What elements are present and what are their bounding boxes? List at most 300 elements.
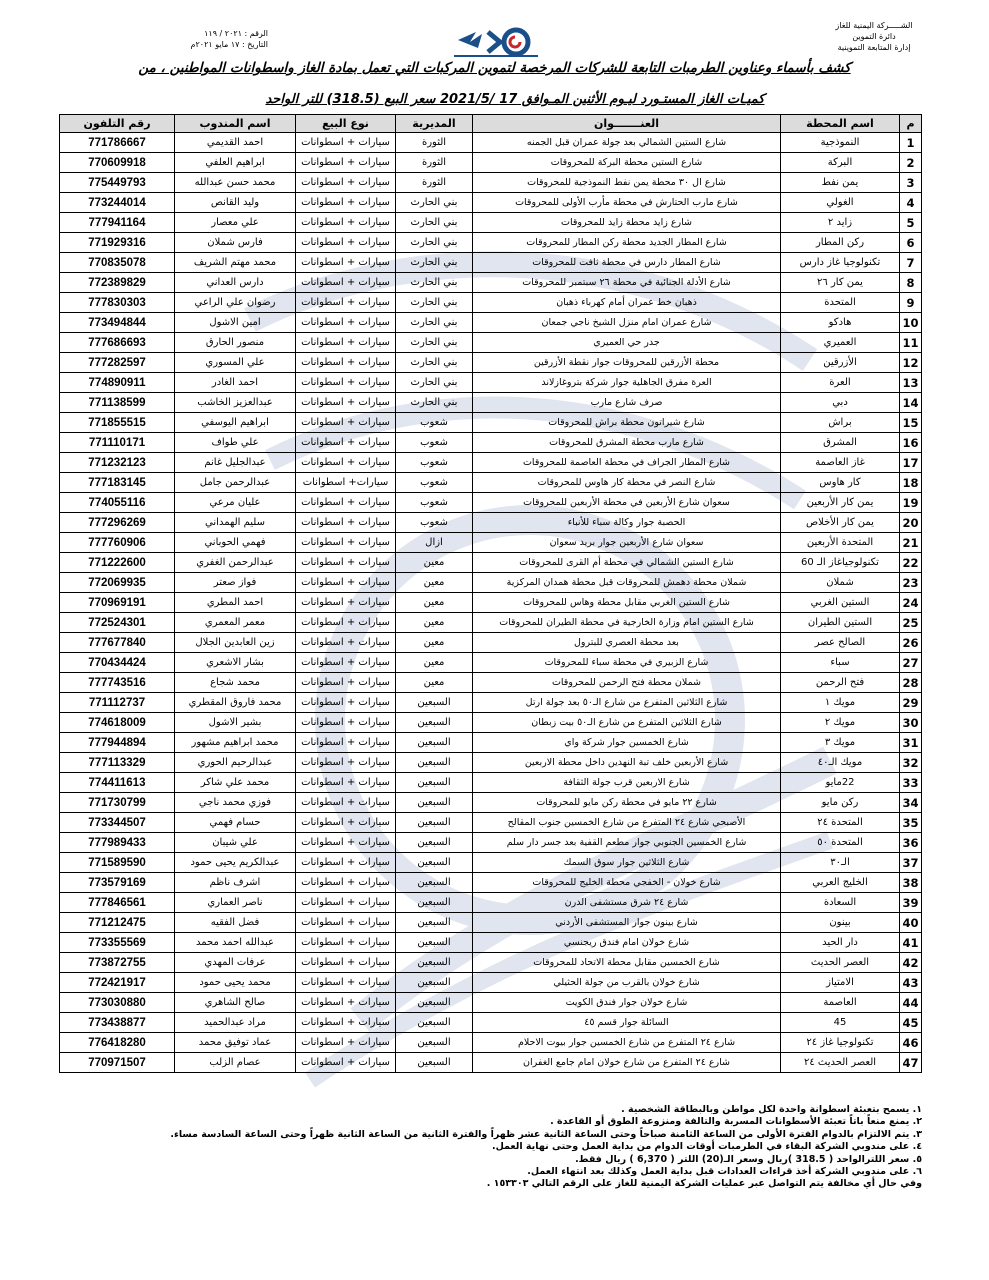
phone-number: 777743516: [60, 673, 175, 693]
station-address: شارع بينون جوار المستشفى الأردني: [473, 913, 781, 933]
reference-date: التاريخ : ١٧ مايو ٢٠٢١م: [190, 40, 268, 49]
district: السبعين: [396, 853, 473, 873]
representative-name: زين العابدين الجلال: [175, 633, 296, 653]
reference-number: الرقم : ٢٠٢١ / ١١٩: [204, 29, 268, 38]
representative-name: محمد شجاع: [175, 673, 296, 693]
station-name: مويك ٣: [781, 733, 900, 753]
phone-number: 771929316: [60, 233, 175, 253]
row-number: 28: [900, 673, 922, 693]
sale-type: سيارات + اسطوانات: [296, 513, 396, 533]
station-address: شارع الستين امام وزارة الخارجية في محطة الطيران للمحروقات: [473, 613, 781, 633]
station-address: شارع الستين محطة البركة للمحروقات: [473, 153, 781, 173]
station-name: شملان: [781, 573, 900, 593]
row-number: 22: [900, 553, 922, 573]
row-number: 13: [900, 373, 922, 393]
row-number: 42: [900, 953, 922, 973]
note-item: ٤. على مندوبي الشركة البقاء في الطرمبات أوقات الدوام من بداية العمل وحتى نهاية العمل.: [491, 1141, 922, 1153]
representative-name: ناصر العماري: [175, 893, 296, 913]
table-row: [60, 713, 922, 733]
phone-number: 773344507: [60, 813, 175, 833]
sale-type: سيارات + اسطوانات: [296, 1033, 396, 1053]
representative-name: صالح الشاهري: [175, 993, 296, 1013]
station-name: كار هاوس: [781, 473, 900, 493]
district: الثورة: [396, 133, 473, 153]
phone-number: 771222600: [60, 553, 175, 573]
representative-name: محمد علي شاكر: [175, 773, 296, 793]
station-address: جدر حي العميري: [473, 333, 781, 353]
sale-type: سيارات + اسطوانات: [296, 313, 396, 333]
station-address: شارع الثلاثين المتفرع من شارع الـ٥٠ بعد جولة ارتل: [473, 693, 781, 713]
district: السبعين: [396, 913, 473, 933]
phone-number: 771138599: [60, 393, 175, 413]
sale-type: سيارات + اسطوانات: [296, 713, 396, 733]
representative-name: اشرف ناظم: [175, 873, 296, 893]
row-number: 41: [900, 933, 922, 953]
row-number: 34: [900, 793, 922, 813]
representative-name: بشار الاشعري: [175, 653, 296, 673]
sale-type: سيارات + اسطوانات: [296, 733, 396, 753]
phone-number: 771589590: [60, 853, 175, 873]
station-address: الحصبة جوار وكالة سباء للأنباء: [473, 513, 781, 533]
table-row: [60, 433, 922, 453]
station-name: العاصمة: [781, 993, 900, 1013]
representative-name: وليد القانص: [175, 193, 296, 213]
district: شعوب: [396, 513, 473, 533]
sale-type: سيارات + اسطوانات: [296, 293, 396, 313]
row-number: 12: [900, 353, 922, 373]
table-row: [60, 613, 922, 633]
station-name: تكنولوجياغاز الـ 60: [781, 553, 900, 573]
phone-number: 771110171: [60, 433, 175, 453]
station-name: البركة: [781, 153, 900, 173]
table-row: [60, 773, 922, 793]
station-address: شارع الستين الغربي مقابل محطة وهاس للمحروقات: [473, 593, 781, 613]
station-name: يمن كار ٢٦: [781, 273, 900, 293]
note-item: ٢. يمنع منعاً باتاً تعبئة الأسطوانات المسربة والتالفة ومنزوعة الطوق أو القاعدة .: [550, 1116, 922, 1128]
district: بني الحارث: [396, 193, 473, 213]
station-address: شارع المطار الجراف في محطة العاصمة للمحروقات: [473, 453, 781, 473]
sale-type: سيارات + اسطوانات: [296, 973, 396, 993]
sale-type: سيارات + اسطوانات: [296, 533, 396, 553]
representative-name: عبدالجليل غانم: [175, 453, 296, 473]
station-name: النموذجية: [781, 133, 900, 153]
row-number: 33: [900, 773, 922, 793]
district: السبعين: [396, 973, 473, 993]
district: معين: [396, 593, 473, 613]
sale-type: سيارات + اسطوانات: [296, 633, 396, 653]
sale-type: سيارات + اسطوانات: [296, 893, 396, 913]
station-name: المتحدة الأربعين: [781, 533, 900, 553]
district: معين: [396, 633, 473, 653]
station-name: تكنولوجيا غاز دارس: [781, 253, 900, 273]
station-name: 22مايو: [781, 773, 900, 793]
row-number: 24: [900, 593, 922, 613]
phone-number: 774411613: [60, 773, 175, 793]
sale-type: سيارات + اسطوانات: [296, 753, 396, 773]
representative-name: محمد حسن عبدالله: [175, 173, 296, 193]
table-header-row: [60, 115, 922, 133]
phone-number: 773438877: [60, 1013, 175, 1033]
station-address: شارع خولان امام فندق ريجنسي: [473, 933, 781, 953]
district: السبعين: [396, 753, 473, 773]
table-row: [60, 1053, 922, 1073]
sale-type: سيارات + اسطوانات: [296, 593, 396, 613]
row-number: 6: [900, 233, 922, 253]
row-number: 16: [900, 433, 922, 453]
phone-number: 774055116: [60, 493, 175, 513]
note-item: وفي حال أي مخالفة يتم التواصل عبر عمليات الشركة اليمنية للغاز على الرقم التالي ١٥٣٣٠٣ .: [486, 1178, 922, 1190]
row-number: 30: [900, 713, 922, 733]
document-header: [0, 0, 989, 60]
district: السبعين: [396, 833, 473, 853]
representative-name: فواز صعتر: [175, 573, 296, 593]
representative-name: عرفات المهدي: [175, 953, 296, 973]
column-header: المديرية: [396, 115, 473, 133]
sale-type: سيارات + اسطوانات: [296, 873, 396, 893]
representative-name: عبدالله احمد محمد: [175, 933, 296, 953]
notes-section: [90, 1104, 922, 1191]
station-name: الصالح عصر: [781, 633, 900, 653]
phone-number: 777846561: [60, 893, 175, 913]
row-number: 46: [900, 1033, 922, 1053]
phone-number: 770971507: [60, 1053, 175, 1073]
table-row: [60, 133, 922, 153]
note-item: ٥. سعر اللترالواحد ( 318.5 )ريال وسعر الـ(20) اللتر ( 6,370 ) ريال فقط.: [575, 1153, 922, 1165]
station-name: براش: [781, 413, 900, 433]
station-name: العرة: [781, 373, 900, 393]
district: بني الحارث: [396, 273, 473, 293]
column-header: اسم المحطة: [781, 115, 900, 133]
table-row: [60, 193, 922, 213]
representative-name: منصور الحارق: [175, 333, 296, 353]
phone-number: 773579169: [60, 873, 175, 893]
table-row: [60, 813, 922, 833]
phone-number: 770969191: [60, 593, 175, 613]
phone-number: 777686693: [60, 333, 175, 353]
station-address: صرف شارع مارب: [473, 393, 781, 413]
station-address: شارع الخمسين الجنوبي جوار مطعم القفية بعد جسر دار سلم: [473, 833, 781, 853]
station-address: شارع المطار الجديد محطة ركن المطار للمحروقات: [473, 233, 781, 253]
district: معين: [396, 673, 473, 693]
phone-number: 777183145: [60, 473, 175, 493]
station-name: المتحدة: [781, 293, 900, 313]
phone-number: 777296269: [60, 513, 175, 533]
table-row: [60, 593, 922, 613]
phone-number: 772421917: [60, 973, 175, 993]
table-row: [60, 573, 922, 593]
station-name: ركن مايو: [781, 793, 900, 813]
phone-number: 770609918: [60, 153, 175, 173]
row-number: 9: [900, 293, 922, 313]
station-address: شارع المطار دارس في محطة ثافت للمحروقات: [473, 253, 781, 273]
station-name: المتحدة ٢٤: [781, 813, 900, 833]
sale-type: سيارات + اسطوانات: [296, 833, 396, 853]
representative-name: احمد الغادر: [175, 373, 296, 393]
sale-type: سيارات + اسطوانات: [296, 393, 396, 413]
station-name: يمن كار الأخلاص: [781, 513, 900, 533]
phone-number: 770835078: [60, 253, 175, 273]
phone-number: 773872755: [60, 953, 175, 973]
station-name: تكنولوجيا غاز ٢٤: [781, 1033, 900, 1053]
station-name: الامتياز: [781, 973, 900, 993]
district: بني الحارث: [396, 293, 473, 313]
row-number: 47: [900, 1053, 922, 1073]
station-address: شارع النصر في محطة كار هاوس للمحروقات: [473, 473, 781, 493]
station-name: السعادة: [781, 893, 900, 913]
table-row: [60, 413, 922, 433]
phone-number: 774618009: [60, 713, 175, 733]
station-name: غاز العاصمة: [781, 453, 900, 473]
row-number: 11: [900, 333, 922, 353]
table-row: [60, 753, 922, 773]
row-number: 26: [900, 633, 922, 653]
station-address: شملان محطة دهمش للمحروقات قبل محطة همدان المركزية: [473, 573, 781, 593]
sale-type: سيارات + اسطوانات: [296, 693, 396, 713]
table-row: [60, 493, 922, 513]
station-address: شارع شيراتون محطة براش للمحروقات: [473, 413, 781, 433]
row-number: 4: [900, 193, 922, 213]
phone-number: 777941164: [60, 213, 175, 233]
row-number: 25: [900, 613, 922, 633]
station-name: الأزرقين: [781, 353, 900, 373]
table-row: [60, 933, 922, 953]
sale-type: سيارات + اسطوانات: [296, 213, 396, 233]
district: السبعين: [396, 813, 473, 833]
sale-type: سيارات + اسطوانات: [296, 653, 396, 673]
station-name: الستين الطيران: [781, 613, 900, 633]
district: ازال: [396, 533, 473, 553]
document-subtitle: كميـات الغاز المستـورد ليـوم الأثنين المـوافق 17 /2021/5 سعر البيع (318.5) للتر الواحد: [265, 92, 765, 107]
district: معين: [396, 653, 473, 673]
representative-name: علي شيبان: [175, 833, 296, 853]
sale-type: سيارات + اسطوانات: [296, 613, 396, 633]
sale-type: سيارات + اسطوانات: [296, 333, 396, 353]
row-number: 17: [900, 453, 922, 473]
station-address: سعوان شارع الأربعين في محطة الأربعين للمحروقات: [473, 493, 781, 513]
station-name: دبي: [781, 393, 900, 413]
row-number: 32: [900, 753, 922, 773]
representative-name: عبدالرحمن جامل: [175, 473, 296, 493]
representative-name: علي طواف: [175, 433, 296, 453]
table-row: [60, 953, 922, 973]
district: السبعين: [396, 733, 473, 753]
row-number: 44: [900, 993, 922, 1013]
row-number: 35: [900, 813, 922, 833]
district: شعوب: [396, 433, 473, 453]
station-address: شملان محطة فتح الرحمن للمحروقات: [473, 673, 781, 693]
station-address: شارع الثلاثين المتفرع من شارع الـ٥٠ بيت زبطان: [473, 713, 781, 733]
representative-name: احمد المطري: [175, 593, 296, 613]
station-address: شارع ٢٢ مايو في محطة ركن مايو للمحروقات: [473, 793, 781, 813]
phone-number: 777113329: [60, 753, 175, 773]
representative-name: عليان مرعي: [175, 493, 296, 513]
phone-number: 777760906: [60, 533, 175, 553]
stations-table: [59, 114, 922, 1073]
station-address: السائلة جوار قسم ٤٥: [473, 1013, 781, 1033]
district: معين: [396, 613, 473, 633]
sale-type: سيارات + اسطوانات: [296, 813, 396, 833]
representative-name: فضل الفقيه: [175, 913, 296, 933]
row-number: 27: [900, 653, 922, 673]
station-address: شارع الأدلة الجنائية في محطة ٢٦ سبتمبر للمحروقات: [473, 273, 781, 293]
representative-name: علي معصار: [175, 213, 296, 233]
station-name: العميري: [781, 333, 900, 353]
row-number: 8: [900, 273, 922, 293]
station-name: الـ٣٠: [781, 853, 900, 873]
district: السبعين: [396, 993, 473, 1013]
sale-type: سيارات + اسطوانات: [296, 433, 396, 453]
row-number: 10: [900, 313, 922, 333]
sale-type: سيارات + اسطوانات: [296, 413, 396, 433]
representative-name: عصام الزلب: [175, 1053, 296, 1073]
station-address: العرة مفرق الجاهلية جوار شركة بتروغازلاند: [473, 373, 781, 393]
representative-name: محمد ابراهيم مشهور: [175, 733, 296, 753]
table-row: [60, 913, 922, 933]
phone-number: 773355569: [60, 933, 175, 953]
phone-number: 776418280: [60, 1033, 175, 1053]
district: السبعين: [396, 793, 473, 813]
table-row: [60, 993, 922, 1013]
district: شعوب: [396, 493, 473, 513]
representative-name: علي المسوري: [175, 353, 296, 373]
representative-name: عبدالرحمن الغفري: [175, 553, 296, 573]
table-row: [60, 153, 922, 173]
station-address: شارع الخمسين جوار شركة واي: [473, 733, 781, 753]
sale-type: سيارات + اسطوانات: [296, 993, 396, 1013]
representative-name: سليم الهمداني: [175, 513, 296, 533]
sale-type: سيارات + اسطوانات: [296, 913, 396, 933]
reference-block: [118, 28, 268, 50]
phone-number: 772069935: [60, 573, 175, 593]
table-row: [60, 733, 922, 753]
phone-number: 771212475: [60, 913, 175, 933]
station-address: شارع مارب الحتارش في محطة مأرب الأولى للمحروقات: [473, 193, 781, 213]
station-address: شارع عمران امام منزل الشيخ ناجي جمعان: [473, 313, 781, 333]
representative-name: احمد القديمي: [175, 133, 296, 153]
representative-name: عبدالعزيز الخاشب: [175, 393, 296, 413]
representative-name: محمد فاروق المقطري: [175, 693, 296, 713]
station-address: شارع ال ٣٠ محطة يمن نفط النموذجية للمحروقات: [473, 173, 781, 193]
station-address: شارع خولان - الخفجي محطة الخليج للمحروقات: [473, 873, 781, 893]
table-row: [60, 393, 922, 413]
row-number: 3: [900, 173, 922, 193]
phone-number: 777282597: [60, 353, 175, 373]
row-number: 40: [900, 913, 922, 933]
note-item: ٦. على مندوبي الشركة أخذ قراءات العدادات قبل بداية العمل وكذلك بعد انتهاء العمل.: [527, 1166, 922, 1178]
station-address: شارع ٢٤ المتفرع من شارع خولان امام جامع الغفران: [473, 1053, 781, 1073]
station-name: الغولي: [781, 193, 900, 213]
station-name: هادكو: [781, 313, 900, 333]
representative-name: عبدالرحيم الحوري: [175, 753, 296, 773]
representative-name: عماد توفيق محمد: [175, 1033, 296, 1053]
district: السبعين: [396, 713, 473, 733]
station-name: الخليج العربي: [781, 873, 900, 893]
station-name: ركن المطار: [781, 233, 900, 253]
district: بني الحارث: [396, 253, 473, 273]
org-line: الشـــــركة اليمنية للغاز: [835, 21, 913, 30]
station-name: زايد ٢: [781, 213, 900, 233]
table-row: [60, 893, 922, 913]
table-row: [60, 693, 922, 713]
district: بني الحارث: [396, 353, 473, 373]
phone-number: 771232123: [60, 453, 175, 473]
representative-name: ابراهيم اليوسفي: [175, 413, 296, 433]
row-number: 43: [900, 973, 922, 993]
sale-type: سيارات + اسطوانات: [296, 173, 396, 193]
phone-number: 773244014: [60, 193, 175, 213]
station-name: مويك الـ٤٠: [781, 753, 900, 773]
phone-number: 777677840: [60, 633, 175, 653]
station-name: مويك ١: [781, 693, 900, 713]
station-name: دار الحيد: [781, 933, 900, 953]
station-name: يمن كار الأربعين: [781, 493, 900, 513]
sale-type: سيارات + اسطوانات: [296, 793, 396, 813]
company-logo: [448, 22, 544, 62]
station-name: يمن نفط: [781, 173, 900, 193]
district: الثورة: [396, 153, 473, 173]
row-number: 7: [900, 253, 922, 273]
table-row: [60, 313, 922, 333]
table-row: [60, 333, 922, 353]
row-number: 39: [900, 893, 922, 913]
table-row: [60, 473, 922, 493]
note-item: ١. يسمح بتعبئة اسطوانة واحدة لكل مواطن وبالبطاقة الشخصية .: [621, 1104, 922, 1115]
phone-number: 771112737: [60, 693, 175, 713]
station-name: المشرق: [781, 433, 900, 453]
station-address: ذهبان خط عمران أمام كهرباء ذهبان: [473, 293, 781, 313]
station-address: شارع الستين الشمالي في محطة أم القرى للمحروقات: [473, 553, 781, 573]
table-row: [60, 833, 922, 853]
station-address: شارع خولان بالقرب من جولة الحثيلي: [473, 973, 781, 993]
district: السبعين: [396, 933, 473, 953]
station-address: سعوان شارع الأربعين جوار بريد سعوان: [473, 533, 781, 553]
row-number: 2: [900, 153, 922, 173]
station-address: شارع خولان جوار فندق الكويت: [473, 993, 781, 1013]
sale-type: سيارات + اسطوانات: [296, 953, 396, 973]
table-row: [60, 533, 922, 553]
phone-number: 775449793: [60, 173, 175, 193]
org-line: إدارة المتابعة التموينية: [837, 43, 911, 52]
sale-type: سيارات + اسطوانات: [296, 853, 396, 873]
sale-type: سيارات + اسطوانات: [296, 233, 396, 253]
district: شعوب: [396, 453, 473, 473]
sale-type: سيارات + اسطوانات: [296, 353, 396, 373]
district: السبعين: [396, 1013, 473, 1033]
station-address: شارع مارب محطة المشرق للمحروقات: [473, 433, 781, 453]
row-number: 29: [900, 693, 922, 713]
row-number: 15: [900, 413, 922, 433]
table-row: [60, 633, 922, 653]
table-row: [60, 293, 922, 313]
district: السبعين: [396, 873, 473, 893]
representative-name: حسام فهمي: [175, 813, 296, 833]
district: السبعين: [396, 693, 473, 713]
station-name: العصر الحديث: [781, 953, 900, 973]
station-name: سباء: [781, 653, 900, 673]
table-row: [60, 273, 922, 293]
sale-type: سيارات + اسطوانات: [296, 553, 396, 573]
org-line: دائرة التموين: [852, 32, 896, 41]
station-name: فتح الرحمن: [781, 673, 900, 693]
station-address: شارع الستين الشمالي بعد جولة عمران قبل الجمنه: [473, 133, 781, 153]
table-row: [60, 513, 922, 533]
district: السبعين: [396, 953, 473, 973]
district: الثورة: [396, 173, 473, 193]
sale-type: سيارات + اسطوانات: [296, 493, 396, 513]
phone-number: 773030880: [60, 993, 175, 1013]
column-header: العنـــــــوان: [473, 115, 781, 133]
table-row: [60, 453, 922, 473]
